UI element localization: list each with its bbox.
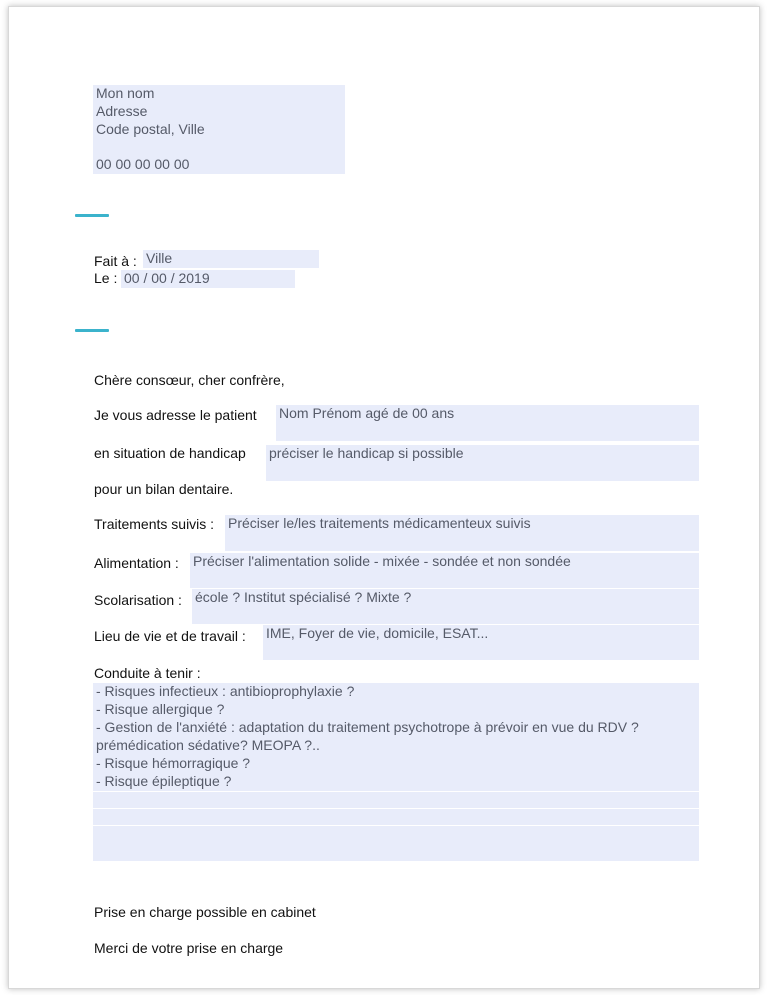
conduct-label: Conduite à tenir : — [94, 665, 201, 681]
school-label: Scolarisation : — [94, 592, 182, 608]
handicap-label: en situation de handicap — [94, 445, 246, 461]
sender-city-field[interactable] — [93, 121, 345, 139]
conduct-line: - Risque allergique ? — [93, 701, 699, 719]
conduct-line-empty — [93, 825, 699, 861]
sender-address-field[interactable] — [93, 103, 345, 121]
living-field-extra[interactable] — [263, 643, 699, 660]
treatments-label: Traitements suivis : — [94, 516, 215, 532]
conduct-line-empty — [93, 808, 699, 825]
sender-city: Code postal, Ville — [96, 121, 205, 137]
conduct-field[interactable] — [93, 683, 699, 861]
sender-address: Adresse — [96, 103, 148, 119]
treatments-field[interactable]: Préciser le/les traitements médicamenteux suivis — [225, 515, 699, 533]
conduct-line: - Gestion de l'anxiété : adaptation du traitement psychotrope à prévoir en vue du RDV ? — [93, 719, 699, 737]
food-label: Alimentation : — [94, 555, 179, 571]
sender-name-field[interactable] — [93, 85, 345, 103]
greeting: Chère consœur, cher confrère, — [94, 372, 285, 388]
food-field-extra[interactable] — [190, 571, 699, 588]
patient-label: Je vous adresse le patient — [94, 407, 257, 423]
patient-field-extra[interactable] — [276, 423, 699, 441]
sender-blank-field[interactable] — [93, 139, 345, 156]
conduct-line: - Risques infectieux : antibioprophylaxie ? — [93, 683, 699, 701]
conduct-line: - Risque hémorragique ? — [93, 755, 699, 773]
school-field-extra[interactable] — [192, 607, 699, 624]
school-field[interactable]: école ? Institut spécialisé ? Mixte ? — [192, 589, 699, 607]
handicap-field[interactable]: préciser le handicap si possible — [266, 445, 699, 463]
treatments-field-extra[interactable] — [225, 533, 699, 551]
closing-thanks: Merci de votre prise en charge — [94, 940, 284, 956]
letter-page — [8, 6, 760, 989]
sender-phone-field[interactable] — [93, 156, 345, 174]
place-field[interactable]: Ville — [143, 250, 319, 268]
sender-name: Mon nom — [96, 85, 155, 101]
date-field[interactable]: 00 / 00 / 2019 — [121, 270, 295, 288]
living-field[interactable]: IME, Foyer de vie, domicile, ESAT... — [263, 625, 699, 643]
divider-accent — [75, 214, 109, 217]
food-field[interactable]: Préciser l'alimentation solide - mixée - sondée et non sondée — [190, 553, 699, 571]
divider-accent — [75, 329, 109, 332]
conduct-line-empty — [93, 791, 699, 808]
date-label: Le : — [94, 270, 118, 286]
place-label: Fait à : — [94, 253, 137, 269]
handicap-field-extra[interactable] — [266, 463, 699, 481]
patient-field[interactable]: Nom Prénom agé de 00 ans — [276, 405, 699, 423]
closing-care: Prise en charge possible en cabinet — [94, 904, 316, 920]
living-label: Lieu de vie et de travail : — [94, 628, 246, 644]
conduct-line: - Risque épileptique ? — [93, 773, 699, 791]
purpose-text: pour un bilan dentaire. — [94, 481, 234, 497]
conduct-line: prémédication sédative? MEOPA ?.. — [93, 737, 699, 755]
sender-phone: 00 00 00 00 00 — [96, 156, 190, 172]
